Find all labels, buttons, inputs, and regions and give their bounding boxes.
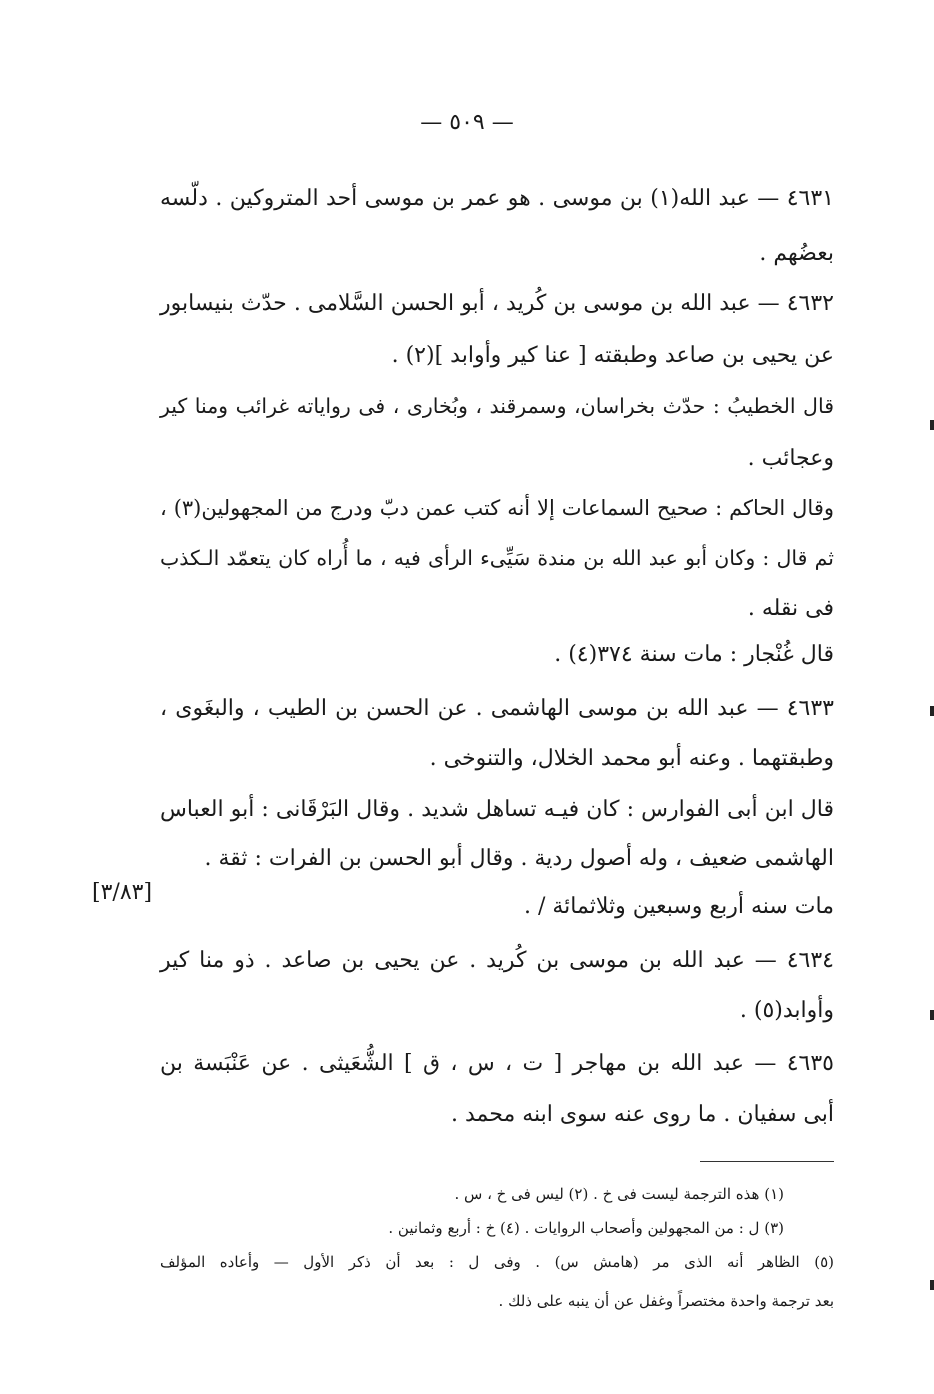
text-line: مات سنه أربع وسبعين وثلاثمائة / . (523, 894, 834, 919)
text-line: وعجائب . (747, 446, 834, 471)
text-line: ٤٦٣٤ — عبد الله بن موسى بن كُريد . عن يحيى بن صاعد . ذو منا كير (160, 948, 834, 973)
scan-edge-mark (930, 420, 934, 430)
text-line: قال الخطيبُ : حدّث بخراسان، وسمرقند ، وبُخارى ، فى رواياته غرائب ومنا كير (160, 394, 834, 418)
text-line: بعضُهم . (759, 241, 834, 266)
footnote-line: بعد ترجمة واحدة مختصراً وغفل عن أن ينبه على ذلك . (498, 1292, 834, 1310)
text-line: ٤٦٣٣ — عبد الله بن موسى الهاشمى . عن الحسن بن الطيب ، والبغَوى ، (160, 696, 834, 721)
margin-reference: [٣/٨٣] (92, 880, 153, 905)
footnote-separator (700, 1161, 834, 1162)
text-line: قال ابن أبى الفوارس : كان فيـه تساهل شديد . وقال البَرْقَانى : أبو العباس (160, 797, 834, 822)
page-number: — ٥٠٩ — (420, 110, 514, 135)
text-line: وطبقتهما . وعنه أبو محمد الخلال، والتنوخى . (429, 746, 834, 771)
text-line: ثم قال : وكان أبو عبد الله بن مندة سَيِّىء الرأى فيه ، ما أُراه كان يتعمّد الـكذب (160, 546, 834, 570)
footnote-line: (١) هذه الترجمة ليست فى خ . (٢) ليس فى خ ، س . (454, 1185, 784, 1203)
text-line: وأوابد(٥) . (739, 998, 834, 1023)
text-line: فى نقله . (747, 596, 834, 621)
text-line: قال غُنْجار : مات سنة ٣٧٤(٤) . (554, 642, 834, 667)
text-line: ٤٦٣٢ — عبد الله بن موسى بن كُريد ، أبو الحسن السَّلامى . حدّث بنيسابور (160, 291, 834, 316)
scan-edge-mark (930, 1010, 934, 1020)
text-line: الهاشمى ضعيف ، وله أصول ردية . وقال أبو الحسن بن الفرات : ثقة . (204, 846, 834, 871)
text-line: وقال الحاكم : صحيح السماعات إلا أنه كتب عمن دبّ ودرج من المجهولين(٣) ، (160, 496, 834, 520)
text-line: عن يحيى بن صاعد وطبقته [ عنا كير وأوابد ](٢) . (391, 343, 834, 368)
text-line: ٤٦٣٥ — عبد الله بن مهاجر [ ت ، س ، ق ] الشُّعَيثى . عن عَنْبَسة بن (160, 1051, 834, 1076)
text-line: ٤٦٣١ — عبد الله(١) بن موسى . هو عمر بن موسى أحد المتروكين . دلّسه (160, 186, 834, 211)
scan-edge-mark (930, 1280, 934, 1290)
scan-edge-mark (930, 706, 934, 716)
footnote-line: (٣) ل : من المجهولين وأصحاب الروايات . (٤) خ : أربع وثمانين . (388, 1219, 784, 1237)
text-line: أبى سفيان . ما روى عنه سوى ابنه محمد . (450, 1102, 834, 1127)
footnote-line: (٥) الظاهر أنه الذى مر (هامش س) . وفى ل : بعد أن ذكر الأول — وأعاده المؤلف (160, 1253, 834, 1271)
